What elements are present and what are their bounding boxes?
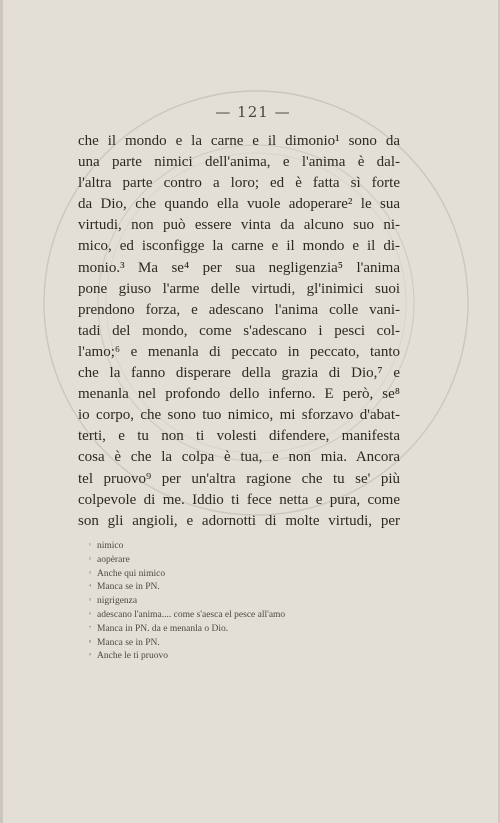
page-number: — 121 —	[215, 103, 291, 121]
text-line: che la fanno disperare della grazia di Dio,⁷ e	[78, 365, 400, 382]
footnote-text: Manca in PN. da e menanla o Dio.	[97, 623, 229, 634]
footnote-text: nimico	[97, 541, 124, 551]
footnote-text: aopèrare	[97, 554, 130, 565]
footnote-text: nigrigenza	[97, 596, 138, 607]
text-line: prendono forza, e adescano l'anima colle vani-	[78, 301, 400, 318]
footnote-text: Manca se in PN.	[97, 637, 160, 648]
footnote	[89, 540, 389, 554]
footnote	[89, 595, 389, 609]
text-line: tadi del mondo, come s'adescano i pesci col-	[78, 322, 400, 339]
text-line: io corpo, che sono tuo nimico, mi sforzavo d'abat-	[78, 407, 400, 424]
footnote-marker: ⁴	[89, 584, 92, 591]
text-line: terti, e tu non ti volesti difendere, manifesta	[78, 428, 400, 445]
text-line: mico, ed isconfigge la carne e il mondo e il di-	[78, 238, 400, 255]
text-line: che il mondo e la carne e il dimonio¹ sono da	[78, 133, 400, 149]
footnote	[89, 581, 389, 595]
text-line: l'altra parte contro a loro; ed è fatta sì forte	[78, 175, 400, 192]
footnote-text: Anche le ti pruovo	[97, 651, 168, 662]
footnote-marker: ³	[89, 570, 91, 577]
footnote	[89, 623, 389, 637]
text-line: son gli angioli, e adornotti di molte virtudi, per	[78, 512, 400, 529]
footnote	[89, 650, 389, 664]
text-line: colpevole di me. Iddio ti fece netta e pura, come	[78, 491, 400, 508]
text-line: una parte nimici dell'anima, e l'anima è dal-	[78, 154, 400, 171]
footnote-text: Manca se in PN.	[97, 582, 160, 593]
main-text-block	[78, 131, 400, 532]
text-line: da Dio, che quando ella vuole adoperare² le sua	[78, 196, 400, 213]
footnote	[89, 637, 389, 651]
text-line: menanla nel profondo dello inferno. E però, se⁸	[78, 386, 400, 403]
footnote-marker: ⁶	[89, 611, 92, 618]
text-line: l'amo;⁶ e menanla di peccato in peccato, tanto	[78, 343, 400, 360]
footnote-text: Anche qui nimico	[97, 568, 166, 579]
footnote-marker: ⁹	[89, 653, 92, 660]
text-line: cosa è che la colpa è tua, e non mia. Ancora	[78, 449, 400, 466]
footnote	[89, 554, 389, 568]
text-line: pone giuso l'arme delle virtudi, gl'inimici suoi	[78, 280, 400, 297]
footnote-marker: ⁵	[89, 598, 92, 605]
text-line: tel pruovo⁹ per un'altra ragione che tu se' più	[78, 470, 400, 487]
footnote-text: adescano l'anima.... come s'aesca el pesce all'amo	[97, 609, 286, 620]
footnote	[89, 609, 389, 623]
footnote-marker: ⁷	[89, 625, 92, 632]
footnotes	[89, 540, 389, 664]
footnote-marker: ¹	[89, 543, 91, 549]
text-line: virtudi, non può essere vinta da alcuno suo ni-	[78, 217, 400, 234]
footnote-marker: ²	[89, 556, 91, 563]
footnote-marker: ⁸	[89, 639, 92, 646]
text-line: monio.³ Ma se⁴ per sua negligenzia⁵ l'anima	[78, 259, 400, 276]
footnote	[89, 568, 389, 582]
